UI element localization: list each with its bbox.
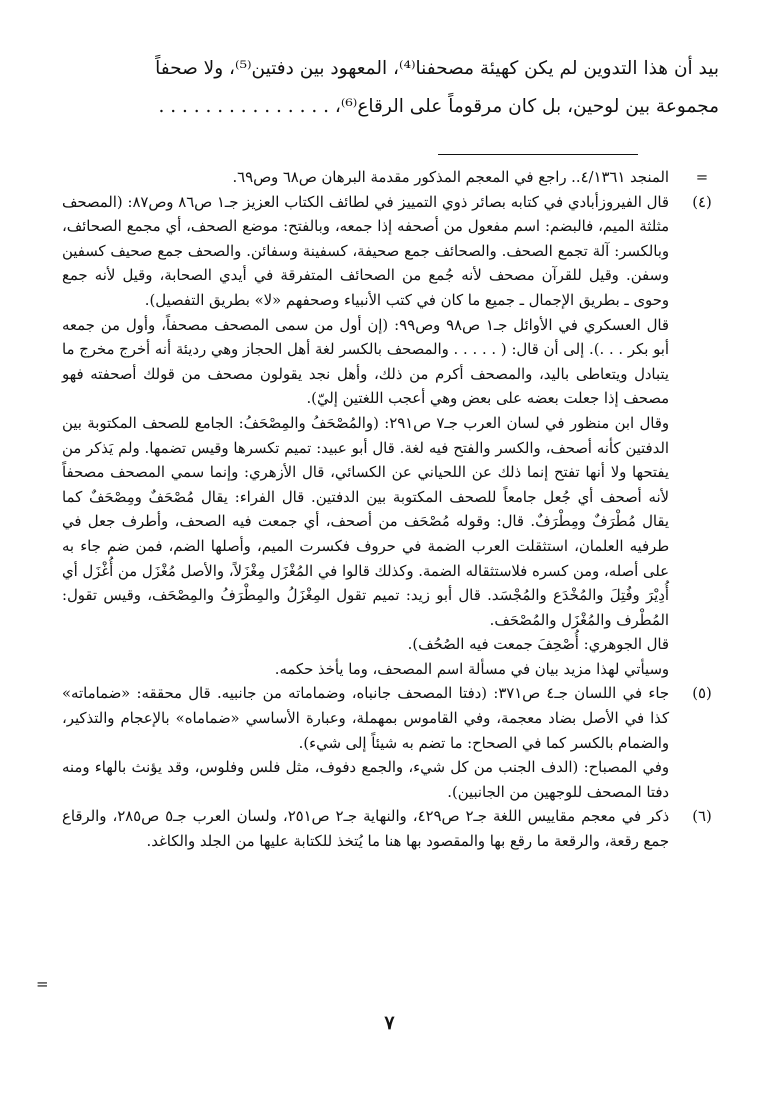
footnote-paragraph: المنجد ٤/١٣٦١.. راجع في المعجم المذكور مقدمة البرهان ص٦٨ وص٦٩. xyxy=(232,169,669,186)
page-number: ٧ xyxy=(384,1012,395,1034)
footnote-divider xyxy=(438,154,638,155)
footnote-paragraph: وسيأتي لهذا مزيد بيان في مسألة اسم المصحف، وما يأخذ حكمه. xyxy=(274,660,669,678)
footnote-paragraph: قال العسكري في الأوائل جـ١ ص٩٨ وص٩٩: (إن أول من سمى المصحف مصحفاً، وأول من جمعه أبو بكر . . .). إلى أن قال: ( . . . . . والمصحف بالكسر لغة أهل الحجاز وهي رديئة أنه أخرج مخرج ما يتبادل ويتعاطى باليد، والمصحف أكرم من ذلك، وأهل نجد يقولون مصحف من قولك أصحفته فهو مصحف إذا جعلت بعضه على بعض وهي أعجب اللغتين إليّ). xyxy=(62,316,669,408)
footnote-paragraph: قال الجوهري: أُصْحِفَ جمعت فيه الصُحُف). xyxy=(407,636,669,654)
footnote-5 xyxy=(62,682,721,805)
main-text-line: بيد أن هذا التدوين لم يكن كهيئة مصحفنا⁽⁴⁾، المعهود بين دفتين⁽⁵⁾، ولا صحفاً xyxy=(155,58,719,79)
footnote-marker: = xyxy=(695,169,709,186)
footnote-marker: (٦) xyxy=(692,808,712,826)
main-text-line: مجموعة بين لوحين، بل كان مرقوماً على الرقاع⁽⁶⁾، . . . . . . . . . . . . . . . xyxy=(158,96,719,117)
footnote-paragraph: وقال ابن منظور في لسان العرب جـ٧ ص٢٩١: (والمُصْحَفُ والمِصْحَفُ: الجامع للصحف المكتوبة بين الدفتين كأنه أصحف، والكسر والفتح فيه لغة. قال أبو عبيد: تميم تكسرها وقيس تضمها. ولم يَذكر من يفتحها ولا أنها تفتح إنما ذلك عن اللحياني عن الكسائي، قال الأزهري: وإنما سمي المصحف مصحفاً لأنه أصحف أي جُعل جامعاً للصحف المكتوبة بين الدفتين. قال الفراء: يقال مُصْحَفٌ ومِصْحَفٌ كما يقال مُطْرَفٌ ومِطْرَفٌ. قال: وقوله مُصْحَف من أصحف، أي جمعت فيه الصحف، وأطرف جعل في طرفيه العلمان، استثقلت العرب الضمة في حروف فكسرت الميم، وأصلها الضم، فمن ضم جاء به على أصله، ومن كسره فلاستثقاله الضمة. وكذلك قالوا في المُغْزَل مِغْزَلاً، والأصل مُغْزَل من أُغْزَل أي أُدِيْرَ وفُتِلَ والمُخْدَع والمُجْسَد. قال أبو زيد: تميم تقول المِغْزَلُ والمِطْرَفُ والمِصْحَف، وقيس تقول: المُطْرف والمُغْزَل والمُصْحَف. xyxy=(62,414,669,629)
footnote-paragraph: ذكر في معجم مقاييس اللغة جـ٢ ص٤٢٩، والنهاية جـ٢ ص٢٥١، ولسان العرب جـ٥ ص٢٨٥، والرقاع جمع رقعة، والرقعة ما رقع بها والمقصود بها هنا ما يُتخذ للكتابة عليها من الجلد والكاغد. xyxy=(62,808,670,851)
footnotes xyxy=(62,166,721,855)
footnote-marker: (٤) xyxy=(692,193,712,211)
footnote-paragraph: قال الفيروزأبادي في كتابه بصائر ذوي التمييز في لطائف الكتاب العزيز جـ١ ص٨٦ وص٨٧: (المصحف مثلثة الميم، فالبضم: اسم مفعول من أصحفه إذا جمعه، وبالفتح: موضع الصحف، أي مجمع الصحائف، وبالكسر: آلة تجمع الصحف. والصحائف جمع صحيفة، كسفينة وسفائن. والصحف جمع صحيف كسفين وسفن. وقيل للقرآن مصحف لأنه جُمع من الصحائف المتفرقة في أيدي الصحابة، وقيل لأنه جمع وحوى ـ بطريق الإجمال ـ جميع ما كان في كتب الأنبياء وصحفهم «لا» بطريق التفصيل). xyxy=(62,193,669,309)
continues-marker: = xyxy=(36,975,49,993)
footnote-paragraph: جاء في اللسان جـ٤ ص٣٧١: (دفتا المصحف جانباه، وضماماته من جانبيه. قال محققه: «ضماماته» كذا في الأصل بضاد معجمة، وفي القاموس بمهملة، وعبارة الأساسي «ضماماه» بالإعجام والتذكير، والضمام بالكسر كما في الصحاح: ما تضم به شيئاً إلى شيء). xyxy=(62,685,669,752)
footnote-continuation xyxy=(62,166,721,191)
footnote-4 xyxy=(62,191,721,683)
footnote-marker: (٥) xyxy=(692,685,712,703)
footnote-6 xyxy=(62,805,721,854)
footnote-paragraph: وفي المصباح: (الدف الجنب من كل شيء، والجمع دفوف، مثل فلس وفلوس، وقد يؤنث بالهاء ومنه دفتا المصحف للوجهين من الجانبين). xyxy=(62,759,669,801)
main-text xyxy=(62,50,719,126)
